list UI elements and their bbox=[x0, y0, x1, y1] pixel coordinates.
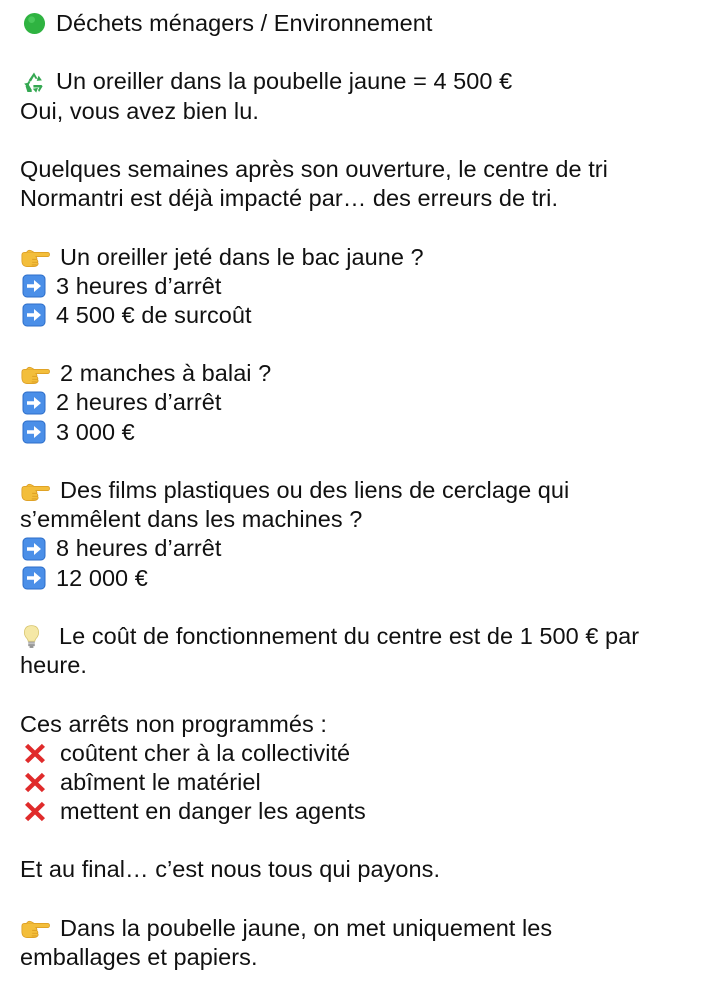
case1-cost: 4 500 € de surcoût bbox=[56, 301, 252, 328]
case-question bbox=[20, 476, 700, 505]
intro-line bbox=[20, 184, 700, 213]
spacer bbox=[20, 126, 700, 155]
tip-line bbox=[20, 914, 700, 943]
intro-line bbox=[20, 155, 700, 184]
right-arrow-icon bbox=[20, 272, 48, 301]
headline-sub: Oui, vous avez bien lu. bbox=[20, 97, 259, 124]
case3-cost: 12 000 € bbox=[56, 564, 148, 591]
light-bulb-icon bbox=[20, 622, 42, 651]
cost-text-1: Le coût de fonctionnement du centre est de 1 500 € par bbox=[59, 622, 640, 649]
heading-line bbox=[20, 9, 700, 38]
pointing-hand-icon bbox=[20, 359, 50, 388]
case-detail bbox=[20, 418, 700, 447]
case-detail bbox=[20, 534, 700, 563]
conclusion-line bbox=[20, 855, 700, 884]
spacer bbox=[20, 447, 700, 476]
consequence-text: coûtent cher à la collectivité bbox=[60, 739, 351, 766]
spacer bbox=[20, 826, 700, 855]
case3-question-1: Des films plastiques ou des liens de cerclage qui bbox=[60, 477, 570, 503]
conclusion: Et au final… c’est nous tous qui payons. bbox=[20, 856, 441, 883]
pointing-hand-icon bbox=[20, 914, 50, 943]
case-question bbox=[20, 505, 700, 534]
post-heading: Déchets ménagers / Environnement bbox=[56, 10, 433, 36]
case-detail bbox=[20, 301, 700, 330]
case-detail bbox=[20, 388, 700, 417]
spacer bbox=[20, 680, 700, 709]
case-question bbox=[20, 359, 700, 388]
consequence-item bbox=[20, 797, 700, 826]
case-detail bbox=[20, 272, 700, 301]
tip-line bbox=[20, 943, 700, 972]
consequences-title-line bbox=[20, 710, 700, 739]
case3-stop: 8 heures d’arrêt bbox=[56, 535, 222, 562]
red-cross-icon bbox=[20, 768, 50, 797]
consequences-title: Ces arrêts non programmés : bbox=[20, 710, 327, 737]
pointing-hand-icon bbox=[20, 476, 50, 505]
headline-sub-line bbox=[20, 97, 700, 126]
green-circle-icon bbox=[20, 9, 48, 38]
case2-cost: 3 000 € bbox=[56, 418, 135, 445]
consequence-item bbox=[20, 739, 700, 768]
cost-line bbox=[20, 622, 700, 651]
cost-text-2: heure. bbox=[20, 652, 87, 679]
consequence-text: abîment le matériel bbox=[60, 768, 261, 795]
right-arrow-icon bbox=[20, 564, 48, 593]
headline-line bbox=[20, 67, 700, 96]
headline: Un oreiller dans la poubelle jaune = 4 500 € bbox=[56, 68, 513, 95]
case-question bbox=[20, 243, 700, 272]
right-arrow-icon bbox=[20, 418, 48, 447]
spacer bbox=[20, 593, 700, 622]
red-cross-icon bbox=[20, 739, 50, 768]
case1-question: Un oreiller jeté dans le bac jaune ? bbox=[60, 243, 424, 270]
case1-stop: 3 heures d’arrêt bbox=[56, 272, 222, 299]
tip-text-1: Dans la poubelle jaune, on met uniquement les bbox=[60, 914, 553, 941]
red-cross-icon bbox=[20, 797, 50, 826]
right-arrow-icon bbox=[20, 389, 48, 418]
case2-stop: 2 heures d’arrêt bbox=[56, 389, 222, 416]
pointing-hand-icon bbox=[20, 243, 50, 272]
intro-text-2: Normantri est déjà impacté par… des erreurs de tri. bbox=[20, 185, 559, 212]
recycle-icon bbox=[20, 67, 48, 96]
spacer bbox=[20, 885, 700, 914]
case3-question-2: s’emmêlent dans les machines ? bbox=[20, 506, 363, 533]
case2-question: 2 manches à balai ? bbox=[60, 360, 272, 387]
cost-line bbox=[20, 651, 700, 680]
right-arrow-icon bbox=[20, 534, 48, 563]
consequence-text: mettent en danger les agents bbox=[60, 798, 366, 825]
tip-text-2: emballages et papiers. bbox=[20, 944, 258, 970]
spacer bbox=[20, 330, 700, 359]
consequence-item bbox=[20, 768, 700, 797]
intro-text-1: Quelques semaines après son ouverture, le centre de tri bbox=[20, 155, 608, 182]
case-detail bbox=[20, 564, 700, 593]
spacer bbox=[20, 213, 700, 242]
post-body bbox=[20, 9, 700, 972]
spacer bbox=[20, 38, 700, 67]
right-arrow-icon bbox=[20, 301, 48, 330]
